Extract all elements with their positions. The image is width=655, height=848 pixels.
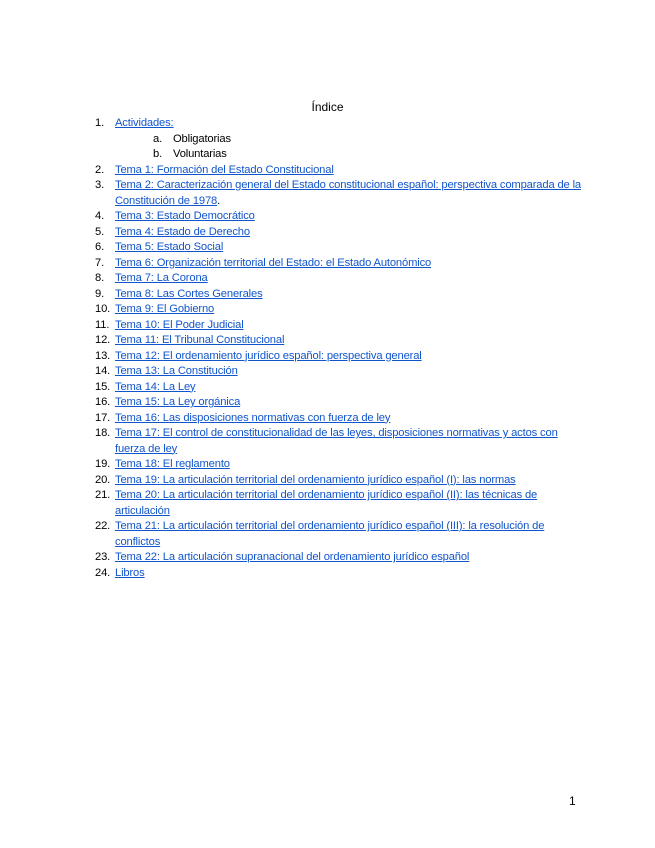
toc-item <box>95 302 585 318</box>
toc-item <box>95 225 585 241</box>
toc-link-tema-2[interactable]: Tema 2: Caracterización general del Estado constitucional español: perspectiva comparada de la Constitución de 1978 <box>115 179 581 207</box>
toc-item <box>95 333 585 349</box>
toc-item <box>95 473 585 489</box>
sub-list <box>115 132 585 163</box>
toc-item <box>95 349 585 365</box>
item-number: 13. <box>95 349 111 362</box>
item-number: 6. <box>95 241 105 253</box>
item-number: 4. <box>95 210 105 222</box>
toc-link-tema-1[interactable]: Tema 1: Formación del Estado Constitucional <box>115 163 334 176</box>
sub-item-number: a. <box>153 132 163 145</box>
item-number: 12. <box>95 334 111 346</box>
toc-item <box>95 163 585 179</box>
item-number: 20. <box>95 473 111 486</box>
toc-item <box>95 380 585 396</box>
toc-item <box>95 519 585 550</box>
item-number: 22. <box>95 520 111 532</box>
toc-link-tema-5[interactable]: Tema 5: Estado Social <box>115 241 224 253</box>
toc-item <box>95 318 585 334</box>
item-number: 9. <box>95 287 105 300</box>
toc-link-tema-4[interactable]: Tema 4: Estado de Derecho <box>115 225 250 238</box>
toc-link-tema-10[interactable]: Tema 10: El Poder Judicial <box>115 318 244 331</box>
toc-link-tema-14[interactable]: Tema 14: La Ley <box>115 380 196 393</box>
page-number: 1 <box>569 794 576 808</box>
toc-item <box>95 287 585 303</box>
item-suffix: . <box>217 194 221 207</box>
item-number: 23. <box>95 551 111 563</box>
toc-item <box>95 411 585 427</box>
toc-item <box>95 209 585 225</box>
toc-link-tema-13[interactable]: Tema 13: La Constitución <box>115 365 238 377</box>
toc-item <box>95 256 585 272</box>
toc-item <box>95 271 585 287</box>
toc-link-tema-3[interactable]: Tema 3: Estado Democrático <box>115 210 255 222</box>
item-number: 8. <box>95 272 105 284</box>
item-number: 18. <box>95 427 111 439</box>
sub-item-number: b. <box>153 148 163 160</box>
toc-item <box>95 488 585 519</box>
toc-item <box>95 457 585 473</box>
sub-item <box>115 132 585 148</box>
item-number: 11. <box>95 318 110 331</box>
toc-item <box>95 116 585 163</box>
item-number: 10. <box>95 303 111 315</box>
toc-link-tema-8[interactable]: Tema 8: Las Cortes Generales <box>115 287 263 300</box>
item-number: 24. <box>95 566 111 579</box>
toc-link-tema-12[interactable]: Tema 12: El ordenamiento jurídico español: perspectiva general <box>115 349 422 362</box>
toc-link-tema-22[interactable]: Tema 22: La articulación supranacional del ordenamiento jurídico español <box>115 551 470 563</box>
toc-link-libros[interactable]: Libros <box>115 566 145 579</box>
item-number: 14. <box>95 365 111 377</box>
toc-link-tema-11[interactable]: Tema 11: El Tribunal Constitucional <box>115 334 285 346</box>
toc-link-tema-21[interactable]: Tema 21: La articulación territorial del ordenamiento jurídico español (III): la resolución de conflictos <box>115 520 545 548</box>
toc-link-tema-18[interactable]: Tema 18: El reglamento <box>115 458 230 470</box>
item-number: 3. <box>95 179 105 191</box>
sub-item <box>115 147 585 163</box>
toc-link-tema-16[interactable]: Tema 16: Las disposiciones normativas con fuerza de ley <box>115 411 391 424</box>
toc-link-tema-6[interactable]: Tema 6: Organización territorial del Estado: el Estado Autonómico <box>115 256 432 269</box>
toc-item <box>95 364 585 380</box>
item-number: 2. <box>95 163 105 176</box>
toc-link-tema-20[interactable]: Tema 20: La articulación territorial del ordenamiento jurídico español (II): las técnicas de articulación <box>115 489 538 517</box>
item-number: 16. <box>95 396 111 408</box>
page-title: Índice <box>311 100 344 114</box>
toc-item <box>95 240 585 256</box>
toc-link-tema-17[interactable]: Tema 17: El control de constitucionalidad de las leyes, disposiciones normativas y actos con fuerza de ley <box>115 427 558 455</box>
toc-item <box>95 395 585 411</box>
item-number: 17. <box>95 411 111 424</box>
toc-link-actividades[interactable]: Actividades: <box>115 117 174 129</box>
toc-item <box>95 550 585 566</box>
item-number: 1. <box>95 117 105 129</box>
item-number: 7. <box>95 256 105 269</box>
toc-item <box>95 426 585 457</box>
sub-item-label: Voluntarias <box>173 148 227 160</box>
item-number: 19. <box>95 458 111 470</box>
toc-link-tema-9[interactable]: Tema 9: El Gobierno <box>115 303 215 315</box>
toc-item <box>95 566 585 582</box>
toc-link-tema-7[interactable]: Tema 7: La Corona <box>115 272 208 284</box>
toc-link-tema-15[interactable]: Tema 15: La Ley orgánica <box>115 396 241 408</box>
item-number: 15. <box>95 380 111 393</box>
sub-item-label: Obligatorias <box>173 132 231 145</box>
table-of-contents <box>95 116 585 581</box>
item-number: 21. <box>95 489 111 501</box>
item-number: 5. <box>95 225 105 238</box>
toc-link-tema-19[interactable]: Tema 19: La articulación territorial del ordenamiento jurídico español (I): las normas <box>115 473 516 486</box>
toc-item <box>95 178 585 209</box>
